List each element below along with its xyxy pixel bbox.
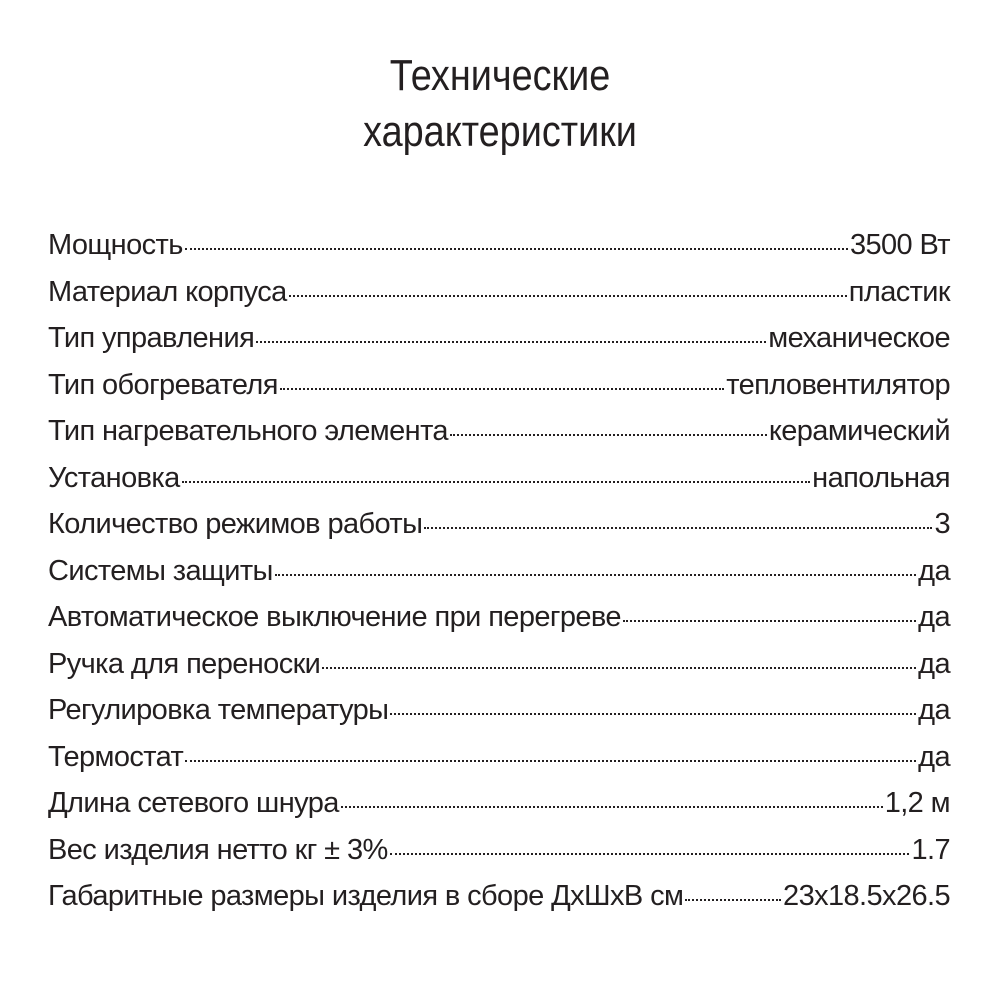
spec-row-dimensions [48, 873, 950, 920]
spec-label: Длина сетевого шнура [48, 787, 339, 819]
spec-label: Габаритные размеры изделия в сборе ДхШхВ см [48, 880, 684, 912]
spec-value: 1,2 м [884, 787, 950, 819]
spec-value: да [918, 694, 950, 726]
spec-label: Регулировка температуры [48, 694, 389, 726]
spec-label: Вес изделия нетто кг ± 3% [48, 833, 388, 866]
spec-row-modes-count [48, 501, 950, 548]
title-line-2: характеристики [363, 107, 637, 156]
spec-row-body-material [48, 269, 950, 316]
spec-label: Тип управления [48, 322, 255, 354]
dot-leader [390, 713, 916, 715]
spec-value: да [918, 740, 950, 773]
spec-row-thermostat [48, 734, 950, 781]
spec-label: Ручка для переноски [48, 647, 321, 680]
spec-row-heater-type [48, 362, 950, 409]
spec-row-power [48, 222, 950, 269]
dot-leader [390, 853, 910, 855]
spec-label: Термостат [48, 740, 184, 773]
spec-value: да [918, 554, 950, 587]
spec-value: 23x18.5x26.5 [783, 880, 950, 912]
dot-leader [341, 806, 883, 808]
title-line-1: Технические [389, 51, 611, 100]
spec-value: пластик [848, 275, 950, 308]
spec-label: Тип нагревательного элемента [48, 415, 448, 447]
spec-row-net-weight [48, 827, 950, 874]
spec-label: Автоматическое выключение при перегреве [48, 601, 621, 633]
spec-value: механическое [768, 322, 950, 354]
dot-leader [256, 341, 766, 343]
dot-leader [685, 899, 781, 901]
spec-label: Тип обогревателя [48, 368, 278, 401]
dot-leader [185, 760, 916, 762]
spec-value: напольная [812, 461, 950, 494]
spec-value: 3 [934, 508, 950, 540]
spec-label: Мощность [48, 229, 183, 261]
spec-value: 1.7 [911, 833, 950, 866]
spec-value: 3500 Вт [849, 229, 950, 261]
spec-list [48, 222, 950, 920]
spec-label: Материал корпуса [48, 275, 287, 308]
dot-leader [185, 248, 848, 250]
dot-leader [280, 388, 724, 390]
spec-row-temperature-control [48, 687, 950, 734]
spec-row-heating-element [48, 408, 950, 455]
spec-value: керамический [768, 415, 950, 447]
spec-value: да [918, 601, 950, 633]
spec-label: Установка [48, 461, 180, 494]
dot-leader [424, 527, 932, 529]
dot-leader [450, 434, 767, 436]
spec-row-carry-handle [48, 641, 950, 688]
dot-leader [182, 481, 811, 483]
dot-leader [275, 574, 916, 576]
spec-row-installation [48, 455, 950, 502]
dot-leader [289, 295, 847, 297]
dot-leader [322, 667, 916, 669]
spec-row-cord-length [48, 780, 950, 827]
spec-label: Системы защиты [48, 554, 273, 587]
spec-row-control-type [48, 315, 950, 362]
spec-value: тепловентилятор [726, 368, 950, 401]
dot-leader [623, 620, 916, 622]
page-title [70, 48, 930, 160]
spec-value: да [918, 647, 950, 680]
spec-label: Количество режимов работы [48, 508, 423, 540]
spec-row-protection-systems [48, 548, 950, 595]
spec-row-overheat-shutoff [48, 594, 950, 641]
